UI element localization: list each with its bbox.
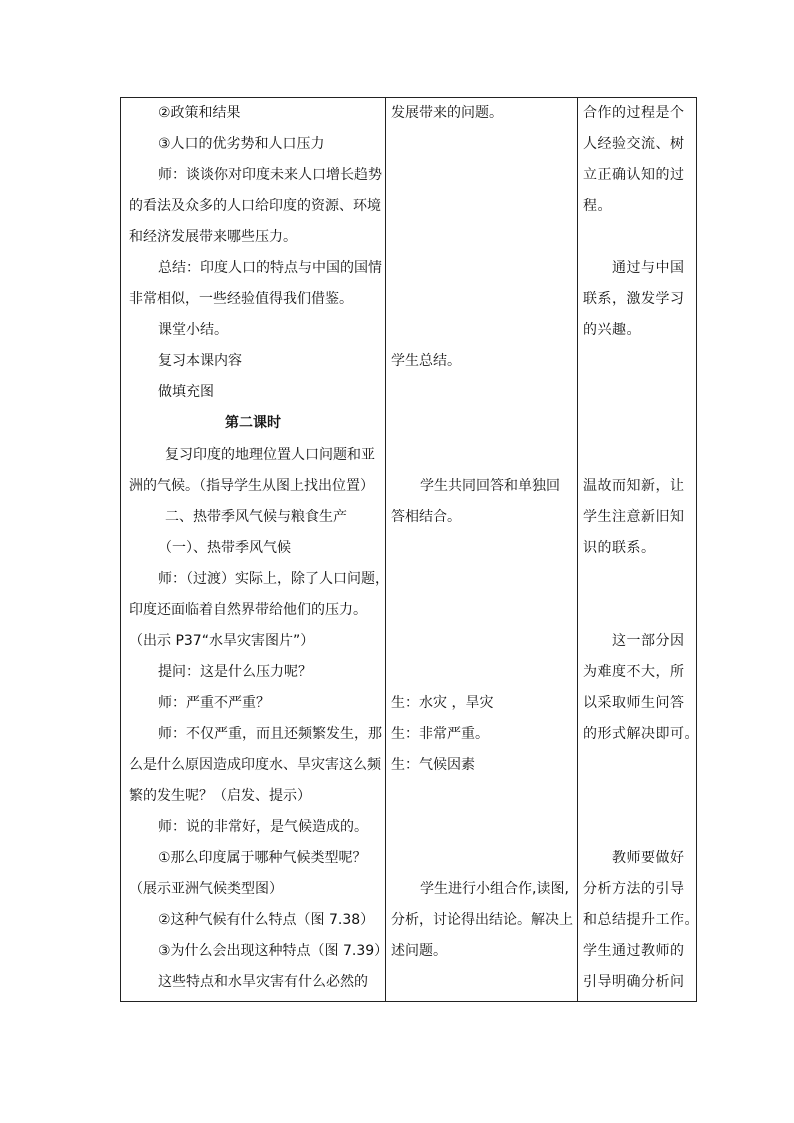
- text-line: 程。: [583, 198, 612, 214]
- text-line: 印度还面临着自然界带给他们的压力。: [129, 602, 367, 618]
- text-line: 通过与中国: [612, 260, 685, 276]
- text-line: ③为什么会出现这种特点（图 7.39）: [158, 943, 389, 959]
- text-line: （一）、热带季风气候: [158, 540, 291, 556]
- text-line: 为难度不大，所: [583, 664, 685, 680]
- text-line: 师：不仅严重，而且还频繁发生，那: [158, 726, 382, 742]
- text-line: 这些特点和水旱灾害有什么必然的: [158, 974, 368, 990]
- text-line: 发展带来的问题。: [391, 105, 503, 121]
- text-line: （出示 P37“水旱灾害图片”）: [129, 633, 315, 649]
- text-line: 的形式解决即可。: [583, 726, 699, 742]
- text-line: 教师要做好: [612, 850, 685, 866]
- text-line: 以采取师生问答: [583, 695, 685, 711]
- text-line: 学生共同回答和单独回: [420, 478, 560, 494]
- text-line: 师：说的非常好，是气候造成的。: [158, 819, 368, 835]
- text-line: ③人口的优劣势和人口压力: [158, 136, 325, 152]
- text-line: 的兴趣。: [583, 322, 641, 338]
- text-line: 生：气候因素: [391, 757, 475, 773]
- text-line: 联系，激发学习: [583, 291, 685, 307]
- teaching-process-column: [121, 98, 389, 1001]
- text-line: 复习印度的地理位置人口问题和亚: [165, 447, 375, 463]
- text-line: 师：谈谈你对印度未来人口增长趋势: [158, 167, 382, 183]
- text-line: 提问：这是什么压力呢？: [158, 664, 312, 680]
- text-line: ②这种气候有什么特点（图 7.38）: [158, 912, 375, 928]
- text-line: （展示亚洲气候类型图）: [129, 881, 283, 897]
- text-line: 人经验交流、树: [583, 136, 685, 152]
- text-line: 分析方法的引导: [583, 881, 685, 897]
- design-intent-column: [577, 98, 699, 1001]
- text-line: 学生总结。: [391, 353, 461, 369]
- text-line: 学生进行小组合作,读图,: [420, 881, 569, 897]
- text-line: 生：非常严重。: [391, 726, 489, 742]
- text-line: ①那么印度属于哪种气候类型呢？: [158, 850, 367, 866]
- text-line: 答相结合。: [391, 509, 461, 525]
- text-line: 学生通过教师的: [583, 943, 685, 959]
- section-heading: 第二课时: [225, 415, 281, 431]
- text-line: 总结：印度人口的特点与中国的国情: [158, 260, 382, 276]
- text-line: 师：（过渡）实际上，除了人口问题，: [158, 571, 389, 587]
- text-line: 复习本课内容: [158, 353, 242, 369]
- text-line: 师：严重不严重？: [158, 695, 270, 711]
- text-line: 这一部分因: [612, 633, 685, 649]
- text-line: 非常相似，一些经验值得我们借鉴。: [129, 291, 353, 307]
- text-line: 和经济发展带来哪些压力。: [129, 229, 297, 245]
- text-line: 二、热带季风气候与粮食生产: [165, 509, 347, 525]
- text-line: 课堂小结。: [158, 322, 228, 338]
- text-line: 识的联系。: [583, 540, 656, 556]
- text-line: ②政策和结果: [158, 105, 241, 121]
- text-line: 的看法及众多的人口给印度的资源、环境: [129, 198, 381, 214]
- text-line: 分析，讨论得出结论。解决上: [391, 912, 573, 928]
- text-line: 繁的发生呢？（启发、提示）: [129, 788, 311, 804]
- text-line: 么是什么原因造成印度水、旱灾害这么频: [129, 757, 381, 773]
- text-line: 和总结提升工作。: [583, 912, 699, 928]
- student-activity-column: [385, 98, 578, 1001]
- text-line: 学生注意新旧知: [583, 509, 685, 525]
- text-line: 生：水灾 ，旱灾: [391, 695, 494, 711]
- text-line: 温故而知新，让: [583, 478, 685, 494]
- lesson-plan-table: [120, 97, 697, 1002]
- text-line: 做填充图: [158, 384, 214, 400]
- text-line: 合作的过程是个: [583, 105, 685, 121]
- text-line: 述问题。: [391, 943, 447, 959]
- text-line: 引导明确分析问: [583, 974, 685, 990]
- text-line: 洲的气候。（指导学生从图上找出位置）: [129, 478, 374, 494]
- text-line: 立正确认知的过: [583, 167, 685, 183]
